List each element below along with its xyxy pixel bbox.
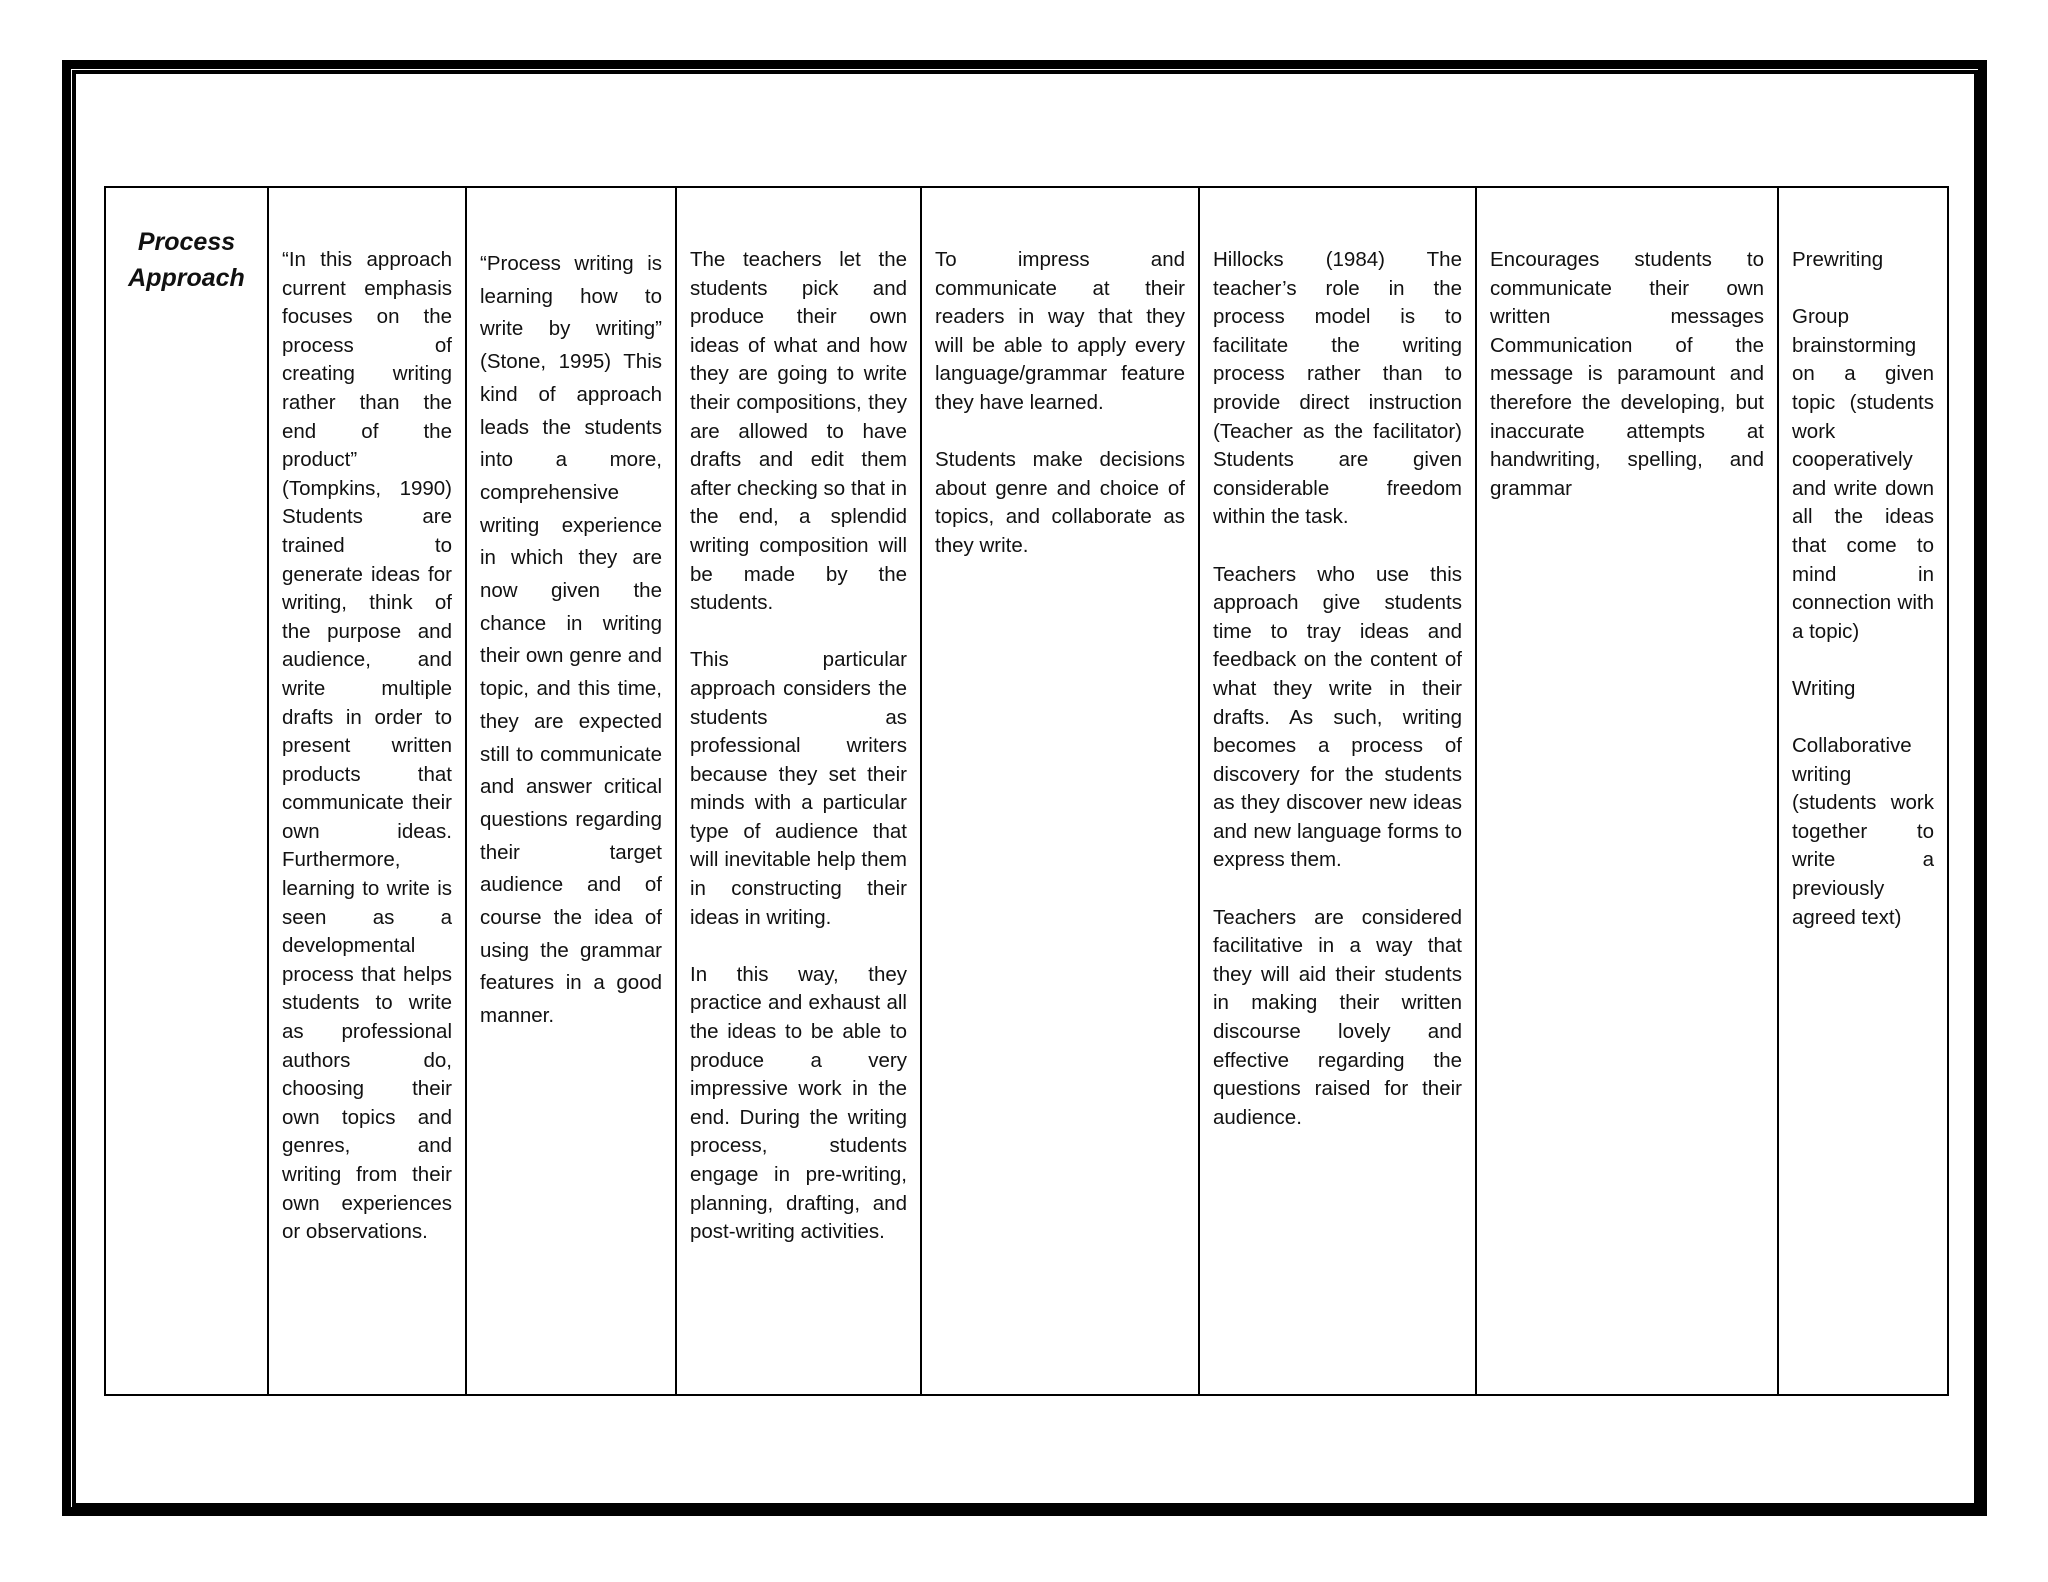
cell-paragraph: Prewriting [1792, 248, 1884, 271]
cell-paragraph: Teachers who use this approach give students time to tray ideas and feedback on the content of what they write in their drafts. As such, writing becomes a process of discovery for the students as they discover new ideas and new language forms to express them. [1213, 562, 1462, 872]
cell-paragraph: “Process writing is learning how to write by writing” (Stone, 1995) This kind of approach leads the students into a more, comprehensive writing experience in which they are now given the chance in writing their own genre and topic, and this time, they are expected still to communicate and answer critical questions regarding their target audience and of course the idea of using the grammar features in a good manner. [480, 252, 662, 1028]
row-heading: Process Approach [128, 228, 245, 292]
row-heading-cell [105, 187, 268, 1395]
cell-paragraph: Hillocks (1984) The teacher’s role in the process model is to facilitate the writing process rather than to provide direct instruction (Teacher as the facilitator) Students are given considerable freedom within the task. [1213, 248, 1462, 529]
cell-paragraph: Encourages students to communicate their own written messages Communication of the message is paramount and therefore the developing, but inaccurate attempts at handwriting, spelling, and grammar [1490, 248, 1764, 500]
cell-paragraph: Group brainstorming on a given topic (students work cooperatively and write down all the ideas that come to mind in connection with a topic) [1792, 305, 1934, 643]
process-approach-table [104, 186, 1949, 1396]
cell-paragraph: To impress and communicate at their readers in way that they will be able to apply every language/grammar feature they have learned. [935, 248, 1185, 414]
cell-paragraph: Collaborative writing (students work together to write a previously agreed text) [1792, 734, 1934, 929]
table-cell-definition [268, 187, 466, 1395]
table-cell-quote [466, 187, 676, 1395]
cell-paragraph: Students make decisions about genre and choice of topics, and collaborate as they write. [935, 448, 1185, 557]
cell-paragraph: Writing [1792, 676, 1856, 700]
table-cell-description [676, 187, 921, 1395]
cell-paragraph: This particular approach considers the students as professional writers because they set their minds with a particular type of audience that will inevitable help them in constructing their ideas in writing. [690, 648, 907, 929]
table-cell-teacher-role [1199, 187, 1476, 1395]
table-cell-activities [1778, 187, 1948, 1395]
cell-paragraph: The teachers let the students pick and produce their own ideas of what and how they are going to write their compositions, they are allowed to have drafts and edit them after checking so that in the end, a splendid writing composition will be made by the students. [690, 248, 907, 615]
table-row [105, 187, 1948, 1395]
cell-paragraph: Teachers are considered facilitative in a way that they will aid their students in making their written discourse lovely and effective regarding the questions raised for their audience. [1213, 905, 1462, 1129]
cell-paragraph: “In this approach current emphasis focuses on the process of creating writing rather than the end of the product” (Tompkins, 1990) Students are trained to generate ideas for writing, think of the purpose and audience, and write multiple drafts in order to present written products that communicate their own ideas. Furthermore, learning to write is seen as a developmental process that helps students to write as professional authors do, choosing their own topics and genres, and writing from their own experiences or observations. [282, 248, 452, 1244]
table-cell-focus [1476, 187, 1778, 1395]
cell-paragraph: In this way, they practice and exhaust all the ideas to be able to produce a very impressive work in the end. During the writing process, students engage in pre-writing, planning, drafting, and post-writing activities. [690, 962, 907, 1244]
table-cell-goals [921, 187, 1199, 1395]
